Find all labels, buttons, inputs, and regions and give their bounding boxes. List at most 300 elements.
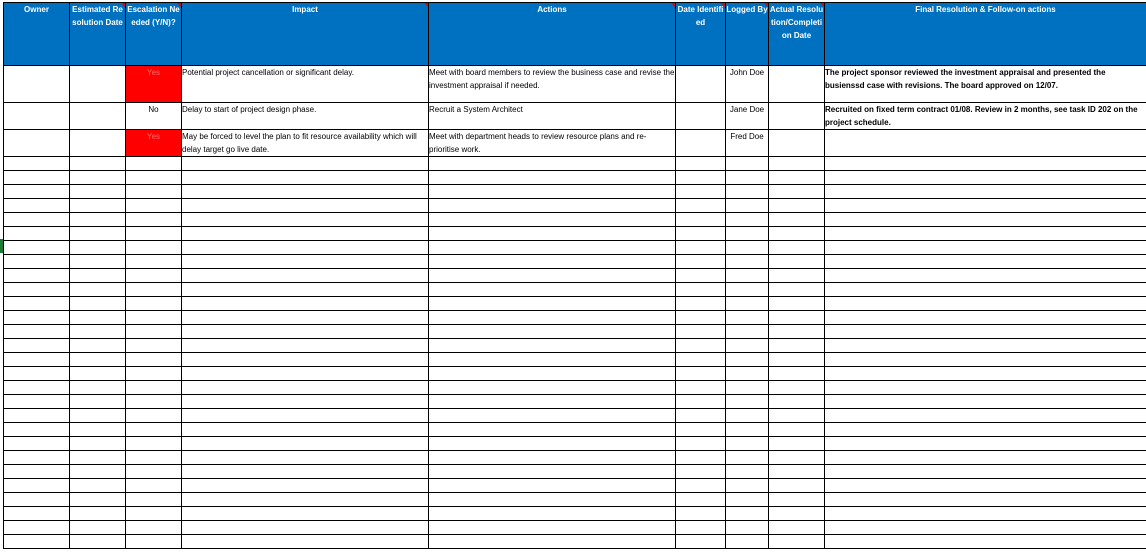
cell-estimated-date[interactable] <box>70 66 126 103</box>
empty-cell[interactable] <box>726 199 769 213</box>
empty-cell[interactable] <box>182 493 429 507</box>
empty-cell[interactable] <box>182 353 429 367</box>
cell-owner[interactable] <box>4 130 70 157</box>
empty-cell[interactable] <box>70 283 126 297</box>
cell-actions[interactable]: Recruit a System Architect <box>429 103 676 130</box>
header-final-resolution[interactable]: Final Resolution & Follow-on actions <box>825 3 1146 66</box>
empty-cell[interactable] <box>676 171 726 185</box>
empty-cell[interactable] <box>429 423 676 437</box>
empty-cell[interactable] <box>825 437 1146 451</box>
empty-cell[interactable] <box>70 171 126 185</box>
empty-row <box>4 325 1146 339</box>
empty-cell[interactable] <box>676 381 726 395</box>
empty-cell[interactable] <box>4 395 70 409</box>
empty-cell[interactable] <box>676 409 726 423</box>
empty-cell[interactable] <box>769 423 825 437</box>
cell-logged-by[interactable]: John Doe <box>726 66 769 103</box>
empty-cell[interactable] <box>126 157 182 171</box>
empty-cell[interactable] <box>182 325 429 339</box>
cell-actual-date[interactable] <box>769 130 825 157</box>
empty-cell[interactable] <box>676 185 726 199</box>
empty-cell[interactable] <box>769 255 825 269</box>
empty-cell[interactable] <box>4 535 70 549</box>
cell-actual-date[interactable] <box>769 103 825 130</box>
empty-row <box>4 353 1146 367</box>
header-estimated-resolution-date[interactable]: Estimated Resolution Date <box>70 3 126 66</box>
header-owner[interactable]: Owner <box>4 3 70 66</box>
empty-cell[interactable] <box>676 465 726 479</box>
empty-cell[interactable] <box>825 409 1146 423</box>
empty-cell[interactable] <box>429 339 676 353</box>
empty-cell[interactable] <box>126 297 182 311</box>
empty-cell[interactable] <box>4 283 70 297</box>
empty-cell[interactable] <box>676 353 726 367</box>
empty-cell[interactable] <box>726 353 769 367</box>
empty-cell[interactable] <box>4 255 70 269</box>
header-logged-by[interactable]: Logged By <box>726 3 769 66</box>
cell-escalation[interactable]: No <box>126 103 182 130</box>
empty-cell[interactable] <box>182 227 429 241</box>
empty-row <box>4 423 1146 437</box>
empty-cell[interactable] <box>726 157 769 171</box>
cell-logged-by[interactable]: Fred Doe <box>726 130 769 157</box>
empty-cell[interactable] <box>126 535 182 549</box>
empty-cell[interactable] <box>182 171 429 185</box>
empty-cell[interactable] <box>4 437 70 451</box>
empty-cell[interactable] <box>429 227 676 241</box>
empty-row <box>4 451 1146 465</box>
empty-cell[interactable] <box>70 297 126 311</box>
empty-cell[interactable] <box>182 465 429 479</box>
empty-cell[interactable] <box>429 437 676 451</box>
cell-final-resolution[interactable]: The project sponsor reviewed the investment appraisal and presented the busienssd case with revisions. The board approved on 12/07. <box>825 66 1146 103</box>
empty-cell[interactable] <box>825 493 1146 507</box>
empty-cell[interactable] <box>429 283 676 297</box>
empty-cell[interactable] <box>825 213 1146 227</box>
empty-cell[interactable] <box>769 227 825 241</box>
empty-cell[interactable] <box>182 367 429 381</box>
empty-cell[interactable] <box>825 325 1146 339</box>
empty-cell[interactable] <box>126 255 182 269</box>
empty-cell[interactable] <box>182 437 429 451</box>
empty-cell[interactable] <box>676 521 726 535</box>
empty-cell[interactable] <box>4 409 70 423</box>
empty-cell[interactable] <box>726 213 769 227</box>
empty-cell[interactable] <box>769 353 825 367</box>
empty-cell[interactable] <box>126 227 182 241</box>
empty-cell[interactable] <box>126 367 182 381</box>
empty-cell[interactable] <box>726 241 769 255</box>
cell-actual-date[interactable] <box>769 66 825 103</box>
empty-cell[interactable] <box>4 423 70 437</box>
empty-cell[interactable] <box>676 311 726 325</box>
empty-cell[interactable] <box>676 227 726 241</box>
empty-cell[interactable] <box>769 479 825 493</box>
cell-actions[interactable]: Meet with department heads to review resource plans and re-prioritise work. <box>429 130 676 157</box>
empty-cell[interactable] <box>676 423 726 437</box>
empty-cell[interactable] <box>676 535 726 549</box>
empty-cell[interactable] <box>726 409 769 423</box>
empty-cell[interactable] <box>429 297 676 311</box>
empty-cell[interactable] <box>726 451 769 465</box>
empty-cell[interactable] <box>70 325 126 339</box>
empty-cell[interactable] <box>825 185 1146 199</box>
empty-cell[interactable] <box>4 381 70 395</box>
empty-cell[interactable] <box>726 479 769 493</box>
empty-cell[interactable] <box>825 241 1146 255</box>
cell-escalation[interactable]: Yes <box>126 130 182 157</box>
empty-cell[interactable] <box>182 339 429 353</box>
empty-cell[interactable] <box>126 213 182 227</box>
empty-cell[interactable] <box>676 451 726 465</box>
empty-cell[interactable] <box>429 521 676 535</box>
empty-cell[interactable] <box>126 409 182 423</box>
empty-cell[interactable] <box>726 423 769 437</box>
cell-owner[interactable] <box>4 103 70 130</box>
empty-cell[interactable] <box>70 185 126 199</box>
empty-cell[interactable] <box>182 423 429 437</box>
empty-cell[interactable] <box>769 493 825 507</box>
empty-cell[interactable] <box>182 213 429 227</box>
empty-cell[interactable] <box>126 339 182 353</box>
empty-cell[interactable] <box>726 395 769 409</box>
empty-cell[interactable] <box>70 241 126 255</box>
empty-cell[interactable] <box>676 339 726 353</box>
empty-cell[interactable] <box>429 199 676 213</box>
empty-cell[interactable] <box>676 241 726 255</box>
empty-cell[interactable] <box>126 423 182 437</box>
empty-cell[interactable] <box>769 465 825 479</box>
empty-cell[interactable] <box>769 269 825 283</box>
empty-cell[interactable] <box>70 409 126 423</box>
cell-actions[interactable]: Meet with board members to review the business case and revise the investment appraisal if needed. <box>429 66 676 103</box>
cell-escalation[interactable]: Yes <box>126 66 182 103</box>
empty-cell[interactable] <box>182 269 429 283</box>
empty-cell[interactable] <box>126 381 182 395</box>
empty-cell[interactable] <box>4 227 70 241</box>
empty-cell[interactable] <box>429 241 676 255</box>
empty-cell[interactable] <box>182 185 429 199</box>
empty-cell[interactable] <box>182 381 429 395</box>
empty-cell[interactable] <box>825 255 1146 269</box>
empty-cell[interactable] <box>429 507 676 521</box>
empty-cell[interactable] <box>429 451 676 465</box>
empty-cell[interactable] <box>769 241 825 255</box>
empty-cell[interactable] <box>825 199 1146 213</box>
empty-cell[interactable] <box>825 381 1146 395</box>
empty-cell[interactable] <box>769 535 825 549</box>
empty-cell[interactable] <box>70 255 126 269</box>
empty-cell[interactable] <box>676 325 726 339</box>
empty-cell[interactable] <box>676 479 726 493</box>
empty-cell[interactable] <box>70 269 126 283</box>
empty-cell[interactable] <box>429 493 676 507</box>
empty-cell[interactable] <box>182 241 429 255</box>
header-escalation-needed[interactable]: Escalation Needed (Y/N)? <box>126 3 182 66</box>
empty-cell[interactable] <box>429 381 676 395</box>
empty-cell[interactable] <box>769 451 825 465</box>
cell-estimated-date[interactable] <box>70 130 126 157</box>
empty-cell[interactable] <box>726 437 769 451</box>
empty-cell[interactable] <box>769 339 825 353</box>
empty-cell[interactable] <box>825 367 1146 381</box>
empty-cell[interactable] <box>70 451 126 465</box>
empty-cell[interactable] <box>4 199 70 213</box>
empty-cell[interactable] <box>726 283 769 297</box>
empty-cell[interactable] <box>676 255 726 269</box>
empty-cell[interactable] <box>4 297 70 311</box>
empty-cell[interactable] <box>126 185 182 199</box>
empty-cell[interactable] <box>70 423 126 437</box>
empty-cell[interactable] <box>429 171 676 185</box>
empty-cell[interactable] <box>182 409 429 423</box>
empty-cell[interactable] <box>126 507 182 521</box>
empty-cell[interactable] <box>825 535 1146 549</box>
empty-cell[interactable] <box>182 311 429 325</box>
empty-cell[interactable] <box>70 381 126 395</box>
empty-cell[interactable] <box>726 493 769 507</box>
empty-cell[interactable] <box>70 465 126 479</box>
empty-cell[interactable] <box>126 493 182 507</box>
empty-cell[interactable] <box>429 311 676 325</box>
cell-final-resolution[interactable] <box>825 130 1146 157</box>
empty-cell[interactable] <box>825 479 1146 493</box>
empty-cell[interactable] <box>182 479 429 493</box>
cell-logged-by[interactable]: Jane Doe <box>726 103 769 130</box>
empty-cell[interactable] <box>182 395 429 409</box>
empty-cell[interactable] <box>4 493 70 507</box>
empty-cell[interactable] <box>769 213 825 227</box>
empty-cell[interactable] <box>825 451 1146 465</box>
empty-cell[interactable] <box>676 283 726 297</box>
empty-cell[interactable] <box>726 255 769 269</box>
empty-cell[interactable] <box>126 199 182 213</box>
empty-cell[interactable] <box>769 367 825 381</box>
empty-cell[interactable] <box>825 339 1146 353</box>
empty-cell[interactable] <box>429 353 676 367</box>
empty-cell[interactable] <box>70 437 126 451</box>
header-impact[interactable]: Impact <box>182 3 429 66</box>
empty-cell[interactable] <box>429 325 676 339</box>
empty-cell[interactable] <box>726 227 769 241</box>
empty-cell[interactable] <box>429 395 676 409</box>
empty-cell[interactable] <box>4 157 70 171</box>
comment-indicator-icon[interactable] <box>121 3 125 7</box>
empty-cell[interactable] <box>70 493 126 507</box>
empty-cell[interactable] <box>70 353 126 367</box>
empty-cell[interactable] <box>769 297 825 311</box>
comment-indicator-icon[interactable] <box>177 3 181 7</box>
cell-impact[interactable]: May be forced to level the plan to fit resource availability which will delay target go live date. <box>182 130 429 157</box>
empty-cell[interactable] <box>726 297 769 311</box>
empty-cell[interactable] <box>4 185 70 199</box>
empty-cell[interactable] <box>769 395 825 409</box>
empty-cell[interactable] <box>70 395 126 409</box>
empty-cell[interactable] <box>126 241 182 255</box>
empty-cell[interactable] <box>676 493 726 507</box>
empty-cell[interactable] <box>726 367 769 381</box>
empty-cell[interactable] <box>429 465 676 479</box>
empty-cell[interactable] <box>429 269 676 283</box>
empty-cell[interactable] <box>825 171 1146 185</box>
empty-cell[interactable] <box>4 311 70 325</box>
empty-cell[interactable] <box>429 535 676 549</box>
empty-cell[interactable] <box>4 171 70 185</box>
empty-cell[interactable] <box>4 367 70 381</box>
empty-cell[interactable] <box>70 227 126 241</box>
empty-cell[interactable] <box>769 283 825 297</box>
cell-date-identified[interactable] <box>676 130 726 157</box>
empty-cell[interactable] <box>726 185 769 199</box>
empty-cell[interactable] <box>676 199 726 213</box>
empty-cell[interactable] <box>825 283 1146 297</box>
header-actions[interactable]: Actions <box>429 3 676 66</box>
empty-cell[interactable] <box>70 507 126 521</box>
empty-cell[interactable] <box>126 171 182 185</box>
empty-cell[interactable] <box>825 269 1146 283</box>
empty-cell[interactable] <box>4 451 70 465</box>
comment-indicator-icon[interactable] <box>721 3 725 7</box>
empty-cell[interactable] <box>182 521 429 535</box>
empty-cell[interactable] <box>825 395 1146 409</box>
empty-cell[interactable] <box>182 507 429 521</box>
empty-cell[interactable] <box>4 339 70 353</box>
empty-cell[interactable] <box>70 479 126 493</box>
header-date-identified[interactable]: Date Identified <box>676 3 726 66</box>
empty-cell[interactable] <box>70 213 126 227</box>
empty-cell[interactable] <box>4 241 70 255</box>
empty-cell[interactable] <box>182 283 429 297</box>
empty-cell[interactable] <box>769 437 825 451</box>
empty-row <box>4 255 1146 269</box>
empty-cell[interactable] <box>4 465 70 479</box>
empty-cell[interactable] <box>726 507 769 521</box>
empty-cell[interactable] <box>726 465 769 479</box>
comment-indicator-icon[interactable] <box>820 3 824 7</box>
empty-cell[interactable] <box>182 451 429 465</box>
empty-cell[interactable] <box>182 199 429 213</box>
header-actual-resolution-date[interactable]: Actual Resolution/Completion Date <box>769 3 825 66</box>
empty-cell[interactable] <box>429 185 676 199</box>
empty-cell[interactable] <box>825 353 1146 367</box>
empty-cell[interactable] <box>4 269 70 283</box>
empty-cell[interactable] <box>126 311 182 325</box>
empty-cell[interactable] <box>126 269 182 283</box>
empty-cell[interactable] <box>70 521 126 535</box>
empty-cell[interactable] <box>4 213 70 227</box>
empty-cell[interactable] <box>70 535 126 549</box>
empty-cell[interactable] <box>126 325 182 339</box>
empty-cell[interactable] <box>429 409 676 423</box>
empty-cell[interactable] <box>126 283 182 297</box>
empty-cell[interactable] <box>126 479 182 493</box>
empty-cell[interactable] <box>182 297 429 311</box>
empty-cell[interactable] <box>769 199 825 213</box>
empty-cell[interactable] <box>429 255 676 269</box>
empty-cell[interactable] <box>182 535 429 549</box>
empty-cell[interactable] <box>182 157 429 171</box>
empty-cell[interactable] <box>676 213 726 227</box>
empty-cell[interactable] <box>4 353 70 367</box>
empty-cell[interactable] <box>825 423 1146 437</box>
comment-indicator-icon[interactable] <box>424 3 428 7</box>
empty-cell[interactable] <box>182 255 429 269</box>
empty-cell[interactable] <box>726 325 769 339</box>
empty-cell[interactable] <box>429 367 676 381</box>
empty-cell[interactable] <box>126 353 182 367</box>
empty-cell[interactable] <box>769 171 825 185</box>
empty-cell[interactable] <box>726 381 769 395</box>
empty-cell[interactable] <box>676 395 726 409</box>
empty-cell[interactable] <box>126 395 182 409</box>
empty-cell[interactable] <box>4 325 70 339</box>
empty-cell[interactable] <box>676 367 726 381</box>
empty-cell[interactable] <box>676 269 726 283</box>
empty-cell[interactable] <box>126 521 182 535</box>
cell-impact[interactable]: Potential project cancellation or significant delay. <box>182 66 429 103</box>
empty-cell[interactable] <box>70 199 126 213</box>
comment-indicator-icon[interactable] <box>671 3 675 7</box>
empty-cell[interactable] <box>676 297 726 311</box>
empty-cell[interactable] <box>126 451 182 465</box>
empty-cell[interactable] <box>4 479 70 493</box>
cell-impact[interactable]: Delay to start of project design phase. <box>182 103 429 130</box>
empty-cell[interactable] <box>429 479 676 493</box>
cell-estimated-date[interactable] <box>70 103 126 130</box>
empty-cell[interactable] <box>726 521 769 535</box>
empty-cell[interactable] <box>70 367 126 381</box>
empty-cell[interactable] <box>825 507 1146 521</box>
empty-cell[interactable] <box>676 507 726 521</box>
cell-owner[interactable] <box>4 66 70 103</box>
empty-cell[interactable] <box>676 157 726 171</box>
empty-cell[interactable] <box>726 311 769 325</box>
empty-cell[interactable] <box>70 339 126 353</box>
empty-cell[interactable] <box>825 521 1146 535</box>
empty-cell[interactable] <box>825 227 1146 241</box>
empty-cell[interactable] <box>825 311 1146 325</box>
empty-cell[interactable] <box>126 437 182 451</box>
empty-cell[interactable] <box>4 507 70 521</box>
empty-cell[interactable] <box>769 157 825 171</box>
empty-cell[interactable] <box>676 437 726 451</box>
empty-cell[interactable] <box>769 311 825 325</box>
empty-cell[interactable] <box>769 185 825 199</box>
cell-date-identified[interactable] <box>676 103 726 130</box>
empty-cell[interactable] <box>769 381 825 395</box>
comment-indicator-icon[interactable] <box>764 3 768 7</box>
cell-final-resolution[interactable]: Recruited on fixed term contract 01/08. Review in 2 months, see task ID 202 on the project schedule. <box>825 103 1146 130</box>
empty-cell[interactable] <box>429 157 676 171</box>
empty-cell[interactable] <box>726 535 769 549</box>
empty-cell[interactable] <box>825 465 1146 479</box>
cell-date-identified[interactable] <box>676 66 726 103</box>
empty-cell[interactable] <box>769 521 825 535</box>
empty-cell[interactable] <box>70 311 126 325</box>
empty-cell[interactable] <box>4 521 70 535</box>
empty-cell[interactable] <box>429 213 676 227</box>
empty-cell[interactable] <box>825 157 1146 171</box>
empty-cell[interactable] <box>70 157 126 171</box>
empty-cell[interactable] <box>769 507 825 521</box>
empty-cell[interactable] <box>769 409 825 423</box>
empty-cell[interactable] <box>769 325 825 339</box>
empty-cell[interactable] <box>825 297 1146 311</box>
empty-cell[interactable] <box>126 465 182 479</box>
empty-cell[interactable] <box>726 171 769 185</box>
empty-cell[interactable] <box>726 339 769 353</box>
empty-cell[interactable] <box>726 269 769 283</box>
